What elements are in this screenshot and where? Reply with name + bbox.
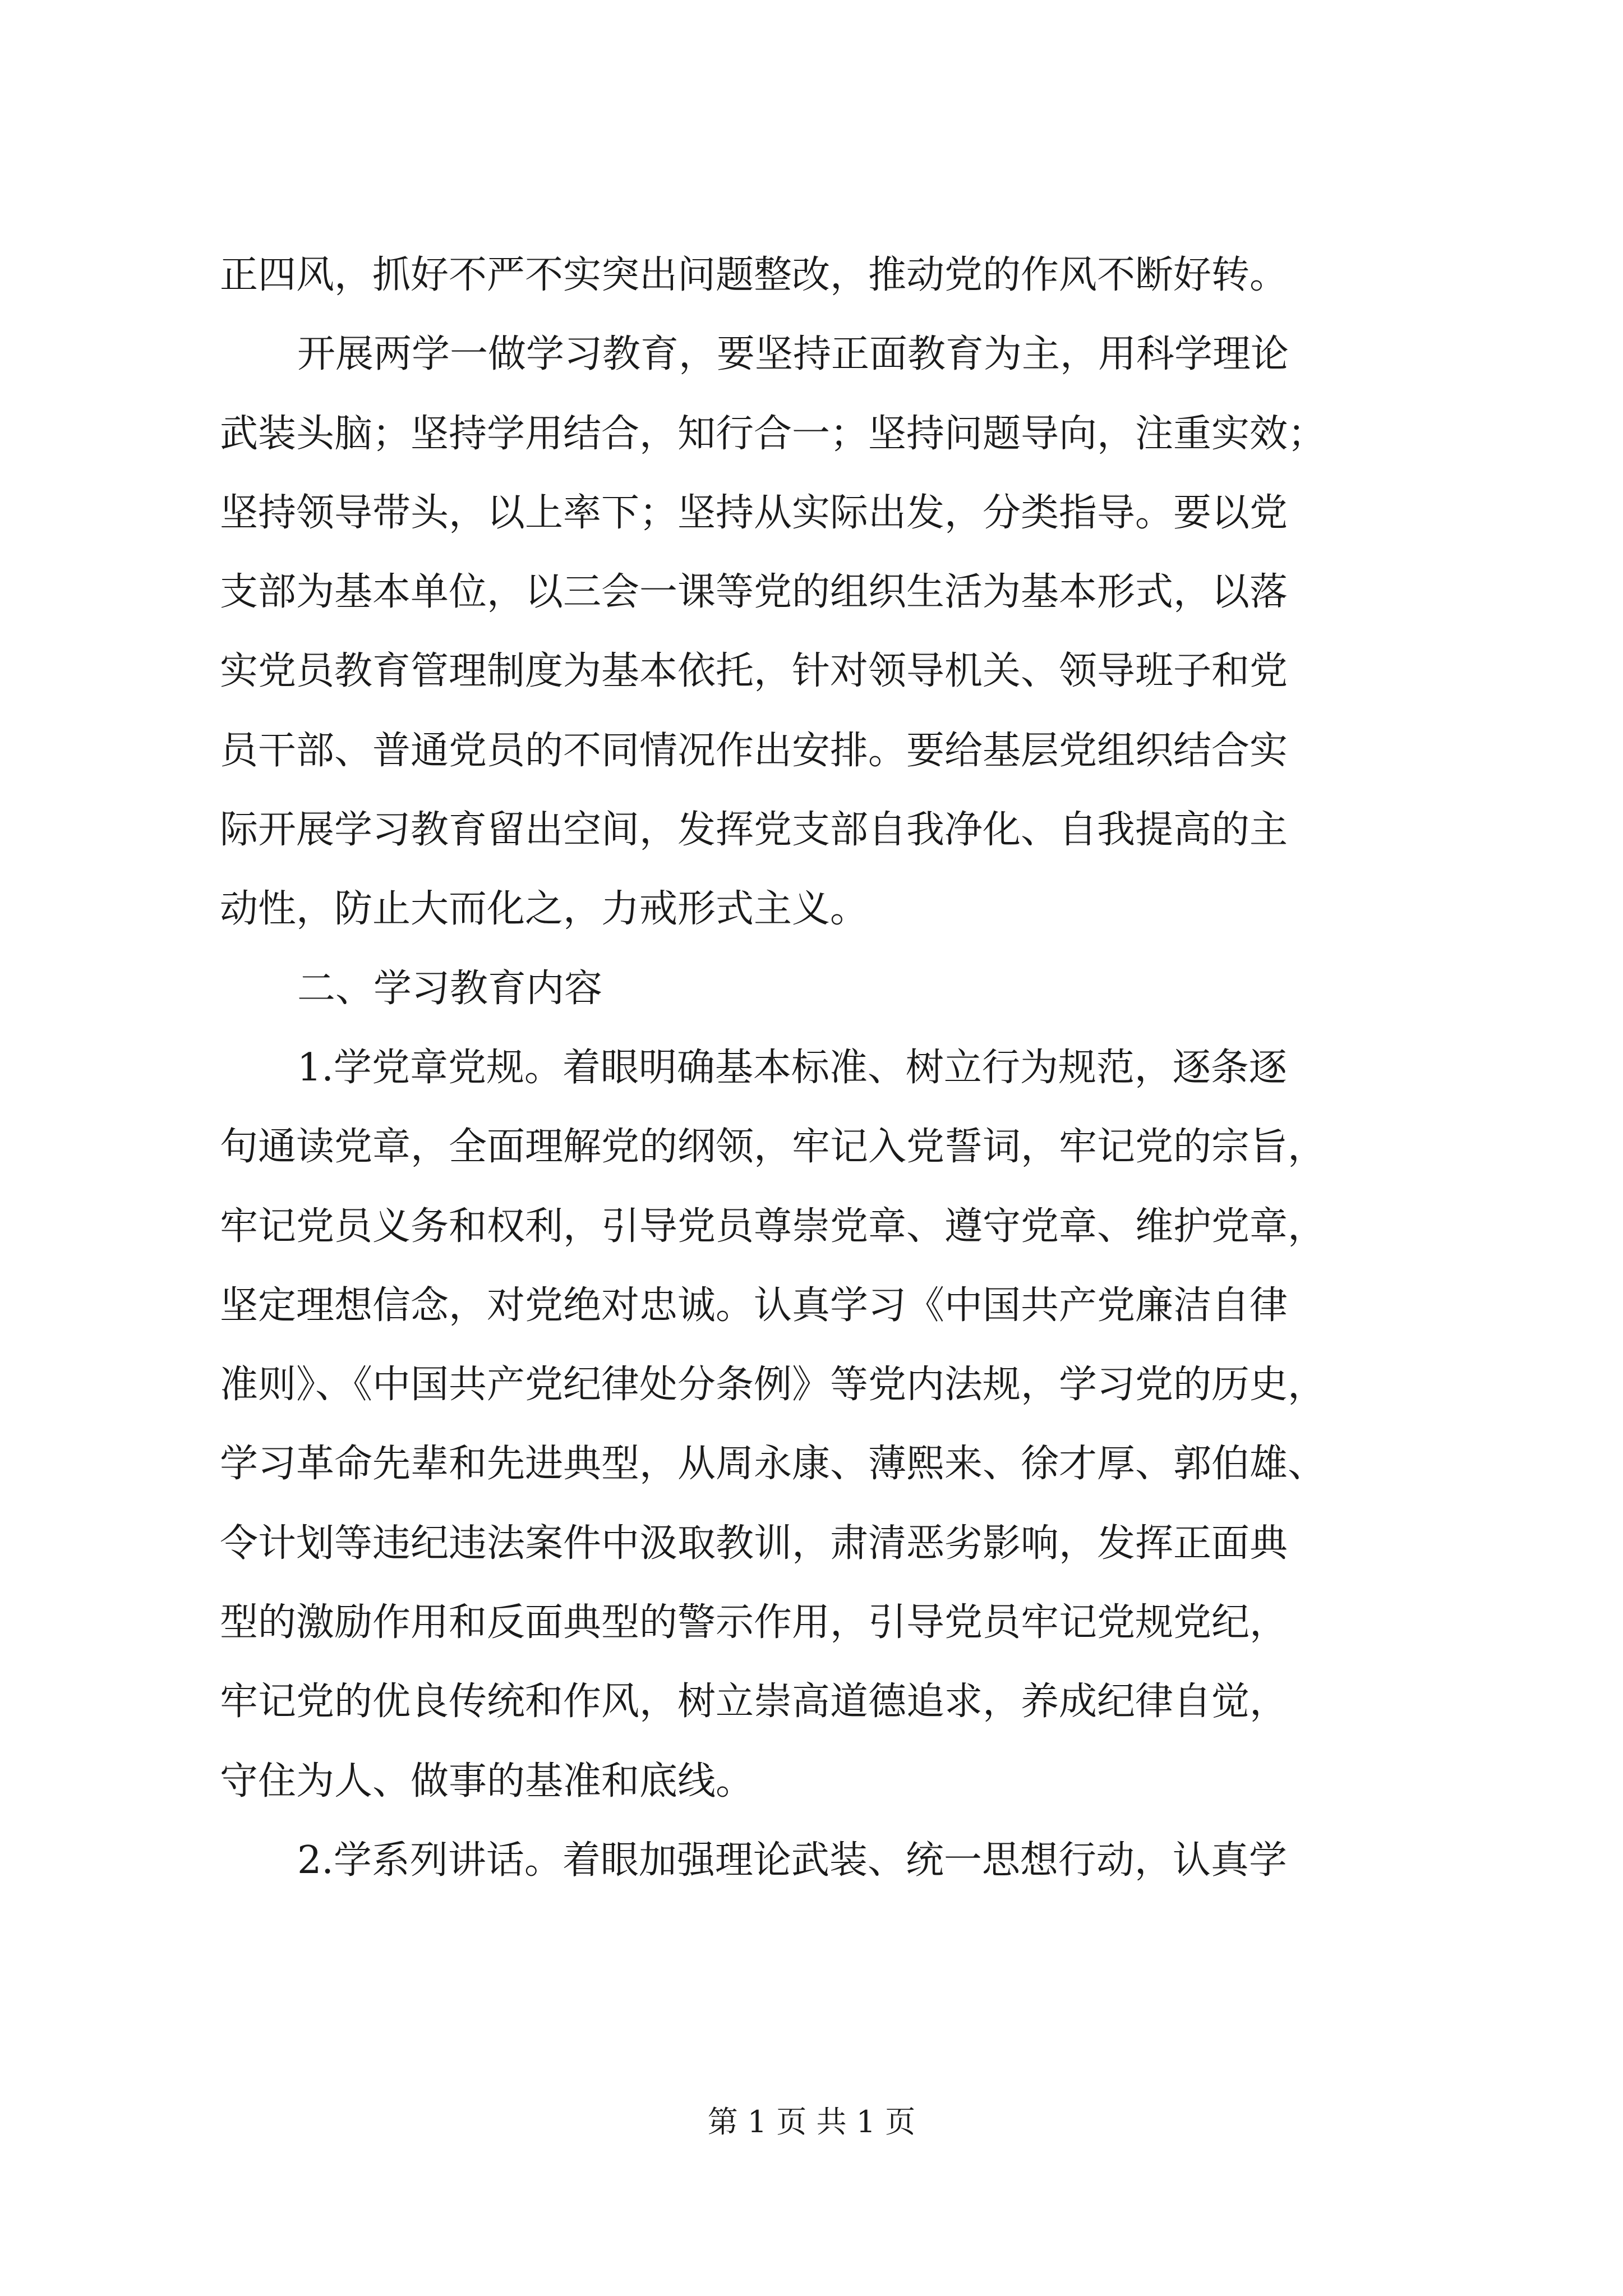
- text-line: 武装头脑；坚持学用结合，知行合一；坚持问题导向，注重实效；: [220, 411, 1326, 456]
- text-line: 际开展学习教育留出空间，发挥党支部自我净化、自我提高的主: [220, 808, 1288, 853]
- paragraph-start-line: 2.学系列讲话。着眼加强理论武装、统一思想行动，认真学: [297, 1838, 1287, 1883]
- text-line: 动性，防止大而化之，力戒形式主义。: [220, 887, 869, 932]
- text-line: 句通读党章，全面理解党的纲领，牢记入党誓词，牢记党的宗旨，: [220, 1125, 1326, 1170]
- text-line: 实党员教育管理制度为基本依托，针对领导机关、领导班子和党: [220, 649, 1288, 694]
- text-line: 员干部、普通党员的不同情况作出安排。要给基层党组织结合实: [220, 728, 1288, 773]
- document-body: [220, 236, 1431, 1900]
- text-line: 牢记党员义务和权利，引导党员尊崇党章、遵守党章、维护党章，: [220, 1204, 1326, 1249]
- text-line: 坚定理想信念，对党绝对忠诚。认真学习《中国共产党廉洁自律: [220, 1283, 1288, 1328]
- section-heading: 二、学习教育内容: [297, 966, 603, 1011]
- text-line: 坚持领导带头，以上率下；坚持从实际出发，分类指导。要以党: [220, 490, 1288, 535]
- paragraph-start-line: 开展两学一做学习教育，要坚持正面教育为主，用科学理论: [297, 332, 1289, 377]
- text-line: 支部为基本单位，以三会一课等党的组织生活为基本形式，以落: [220, 570, 1288, 615]
- text-line: 牢记党的优良传统和作风，树立崇高道德追求，养成纪律自觉，: [220, 1680, 1288, 1724]
- text-line: 正四风，抓好不严不实突出问题整改，推动党的作风不断好转。: [220, 253, 1288, 297]
- text-line: 学习革命先辈和先进典型，从周永康、薄熙来、徐才厚、郭伯雄、: [220, 1442, 1326, 1487]
- paragraph-start-line: 1.学党章党规。着眼明确基本标准、树立行为规范，逐条逐: [297, 1045, 1287, 1090]
- page-number-footer: 第 1 页 共 1 页: [707, 2104, 916, 2139]
- text-line: 型的激励作用和反面典型的警示作用，引导党员牢记党规党纪，: [220, 1600, 1288, 1645]
- text-line: 准则》、《中国共产党纪律处分条例》等党内法规，学习党的历史，: [220, 1363, 1326, 1407]
- text-line: 守住为人、做事的基准和底线。: [220, 1759, 754, 1803]
- text-line: 令计划等违纪违法案件中汲取教训，肃清恶劣影响，发挥正面典: [220, 1521, 1288, 1566]
